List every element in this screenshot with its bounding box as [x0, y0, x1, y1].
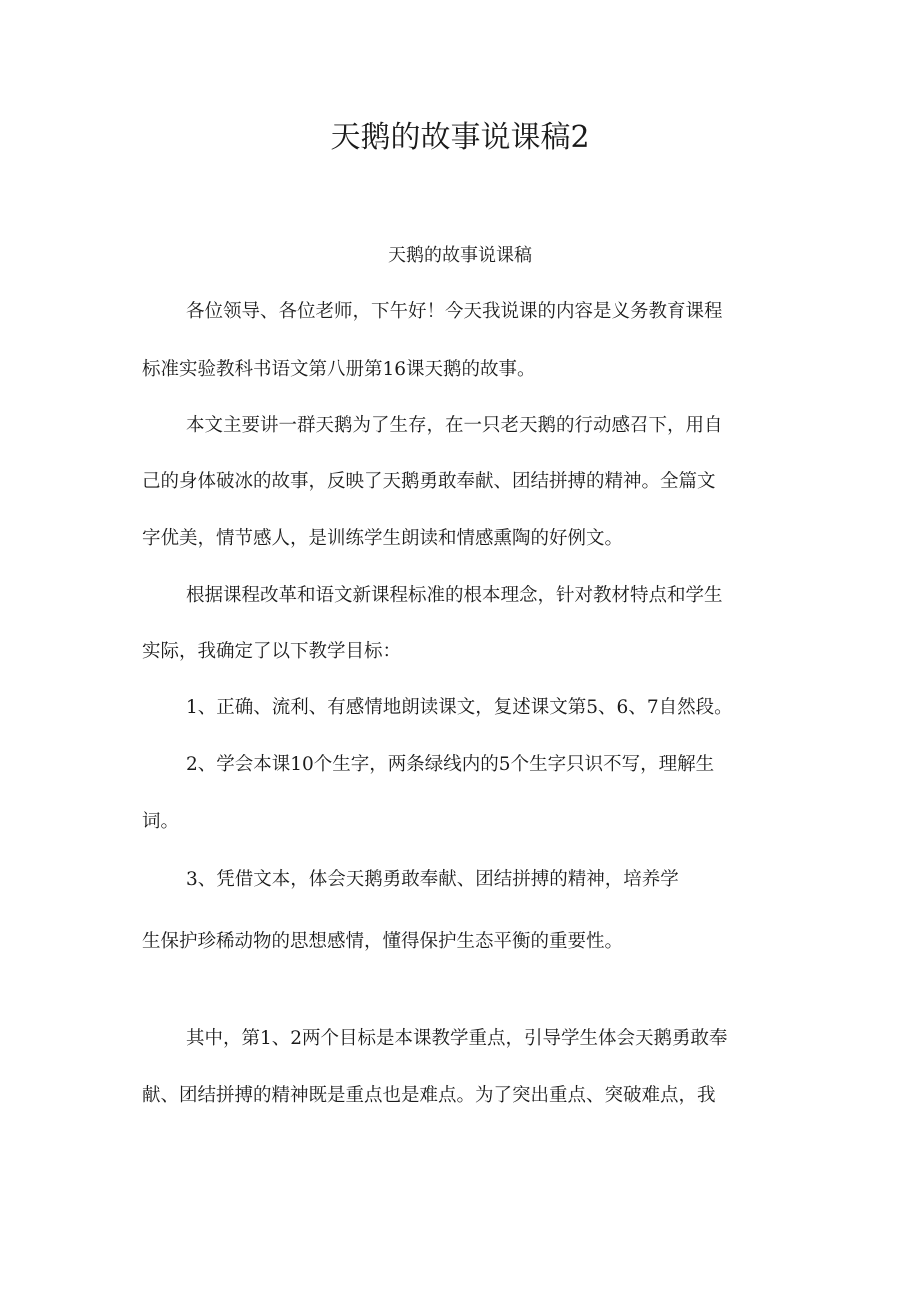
paragraph-line: 标准实验教科书语文第八册第16课天鹅的故事。	[142, 359, 536, 380]
objective-line: 3、凭借文本，体会天鹅勇敢奉献、团结拼搏的精神，培养学	[186, 869, 679, 890]
document-title: 天鹅的故事说课稿2	[330, 120, 590, 155]
objective-line: 生保护珍稀动物的思想感情，懂得保护生态平衡的重要性。	[142, 931, 624, 952]
paragraph-line: 实际，我确定了以下教学目标：	[142, 641, 402, 662]
paragraph-line: 己的身体破冰的故事，反映了天鹅勇敢奉献、团结拼搏的精神。全篇文	[142, 471, 716, 492]
objective-line: 词。	[142, 811, 180, 832]
paragraph-line: 字优美，情节感人，是训练学生朗读和情感熏陶的好例文。	[142, 528, 624, 549]
paragraph-line: 各位领导、各位老师，下午好！今天我说课的内容是义务教育课程	[186, 301, 723, 322]
paragraph-line: 本文主要讲一群天鹅为了生存，在一只老天鹅的行动感召下，用自	[186, 415, 723, 436]
objective-line: 2、学会本课10个生字，两条绿线内的5个生字只识不写，理解生	[186, 754, 715, 775]
paragraph-line: 其中，第1、2两个目标是本课教学重点，引导学生体会天鹅勇敢奉	[186, 1028, 728, 1049]
paragraph-line: 根据课程改革和语文新课程标准的根本理念，针对教材特点和学生	[186, 585, 723, 606]
objective-line: 1、正确、流利、有感情地朗读课文，复述课文第5、6、7自然段。	[186, 697, 733, 718]
paragraph-line: 献、团结拼搏的精神既是重点也是难点。为了突出重点、突破难点，我	[142, 1085, 716, 1106]
document-subtitle: 天鹅的故事说课稿	[388, 245, 532, 266]
